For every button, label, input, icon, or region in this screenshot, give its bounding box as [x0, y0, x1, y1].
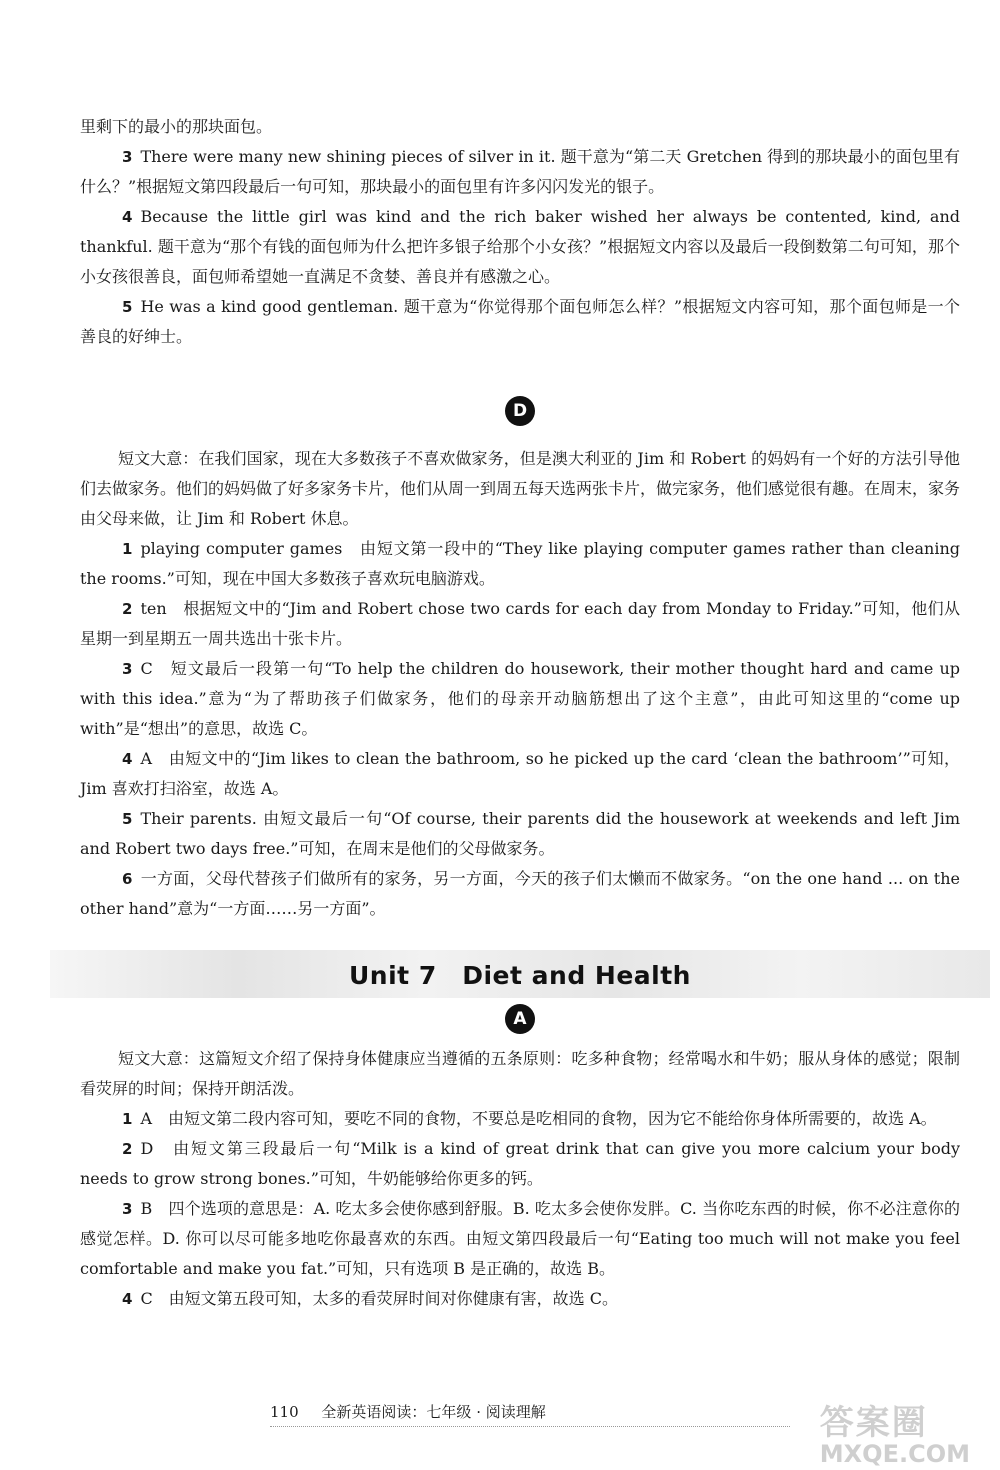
section-badge-d: D [505, 396, 535, 426]
unit-heading-band [50, 950, 990, 998]
item-text: playing computer games 由短文第一段中的“They like playing computer games rather than cleaning the rooms.”可知，现在中国大多数孩子喜欢玩电脑游戏。 [80, 539, 960, 588]
answer-item [80, 1194, 960, 1284]
item-text: B 四个选项的意思是：A. 吃太多会使你感到舒服。B. 吃太多会使你发胖。C. 当你吃东西的时候，你不必注意你的感觉怎样。D. 你可以尽可能多地吃你最喜欢的东西。由短文第四段最后一句“Eating too much will not make you feel comfortable and make you fat.”可知，只有选项 B 是正确的，故选 B。 [80, 1199, 960, 1278]
item-number: 4 [122, 208, 133, 226]
answer-item [80, 202, 960, 292]
section-d-summary: 短文大意：在我们国家，现在大多数孩子不喜欢做家务，但是澳大利亚的 Jim 和 Robert 的妈妈有一个好的方法引导他们去做家务。他们的妈妈做了好多家务卡片，他们从周一到周五每天选两张卡片，做完家务，他们感觉很有趣。在周末，家务由父母来做，让 Jim 和 Robert 休息。 [80, 449, 961, 528]
answer-item [80, 292, 960, 352]
site-watermark [820, 1395, 970, 1468]
item-text: ten 根据短文中的“Jim and Robert chose two cards for each day from Monday to Friday.”可知，他们从星期一到星期五一周共选出十张卡片。 [80, 599, 960, 648]
item-text: C 由短文第五段可知，太多的看荧屏时间对你健康有害，故选 C。 [140, 1289, 619, 1308]
answer-item [80, 864, 960, 924]
answer-item [80, 594, 960, 654]
item-number: 2 [122, 600, 133, 618]
item-text: There were many new shining pieces of silver in it. 题干意为“第二天 Gretchen 得到的那块最小的面包里有什么？”根据短文第四段最后一句可知，那块最小的面包里有许多闪闪发光的银子。 [80, 147, 960, 196]
item-number: 3 [122, 660, 133, 678]
answer-item [80, 1134, 960, 1194]
watermark-logo-text: 答案圈 [819, 1403, 928, 1443]
answer-item [80, 804, 960, 864]
item-text: A 由短文中的“Jim likes to clean the bathroom, so he picked up the card ‘clean the bathroom’”可知，Jim 喜欢打扫浴室，故选 A。 [80, 749, 960, 798]
item-text: 一方面，父母代替孩子们做所有的家务，另一方面，今天的孩子们太懒而不做家务。“on the one hand ... on the other hand”意为“一方面……另一方面”。 [80, 869, 960, 918]
item-number: 3 [122, 148, 133, 166]
section-a-summary: 短文大意：这篇短文介绍了保持身体健康应当遵循的五条原则：吃多种食物；经常喝水和牛奶；服从身体的感觉；限制看荧屏的时间；保持开朗活泼。 [80, 1049, 960, 1098]
item-text: Their parents. 由短文最后一句“Of course, their parents did the housework at weekends and left Jim and Robert two days free.”可知，在周末是他们的父母做家务。 [80, 809, 960, 858]
item-text: He was a kind good gentleman. 题干意为“你觉得那个面包师怎么样？”根据短文内容可知，那个面包师是一个善良的好绅士。 [80, 297, 960, 346]
section-d-header [80, 396, 960, 430]
item-number: 5 [122, 810, 133, 828]
unit-title: Unit 7 Diet and Health [349, 961, 691, 990]
continued-line: 里剩下的最小的那块面包。 [80, 117, 273, 136]
book-title: 全新英语阅读：七年级 · 阅读理解 [321, 1403, 546, 1421]
item-number: 4 [122, 1290, 133, 1308]
item-text: D 由短文第三段最后一句“Milk is a kind of great drink that can give you more calcium your body needs to grow strong bones.”可知，牛奶能够给你更多的钙。 [80, 1139, 960, 1188]
item-number: 1 [122, 540, 133, 558]
answer-item [80, 654, 960, 744]
answer-item [80, 744, 960, 804]
item-number: 2 [122, 1140, 133, 1158]
answer-item [80, 1284, 960, 1314]
item-text: A 由短文第二段内容可知，要吃不同的食物，不要总是吃相同的食物，因为它不能给你身体所需要的，故选 A。 [140, 1109, 937, 1128]
item-number: 4 [122, 750, 133, 768]
item-number: 1 [122, 1110, 133, 1128]
answer-item [80, 534, 960, 594]
watermark-url: MXQE.COM [819, 1440, 970, 1468]
item-number: 6 [122, 870, 133, 888]
page-number: 110 [270, 1403, 299, 1421]
answer-item [80, 142, 960, 202]
item-number: 3 [122, 1200, 133, 1218]
section-a-header [80, 1004, 960, 1038]
item-text: C 短文最后一段第一句“To help the children do housework, their mother thought hard and came up with this idea.”意为“为了帮助孩子们做家务，他们的母亲开动脑筋想出了这个主意”，由此可知这里的“come up with”是“想出”的意思，故选 C。 [80, 659, 960, 738]
page-content [80, 112, 960, 1314]
item-number: 5 [122, 298, 133, 316]
item-text: Because the little girl was kind and the rich baker wished her always be contented, kind, and thankful. 题干意为“那个有钱的面包师为什么把许多银子给那个小女孩？”根据短文内容以及最后一段倒数第二句可知，那个小女孩很善良，面包师希望她一直满足不贪婪、善良并有感激之心。 [80, 207, 960, 286]
section-badge-a: A [505, 1004, 535, 1034]
answer-item [80, 1104, 960, 1134]
page-footer [270, 1398, 790, 1427]
